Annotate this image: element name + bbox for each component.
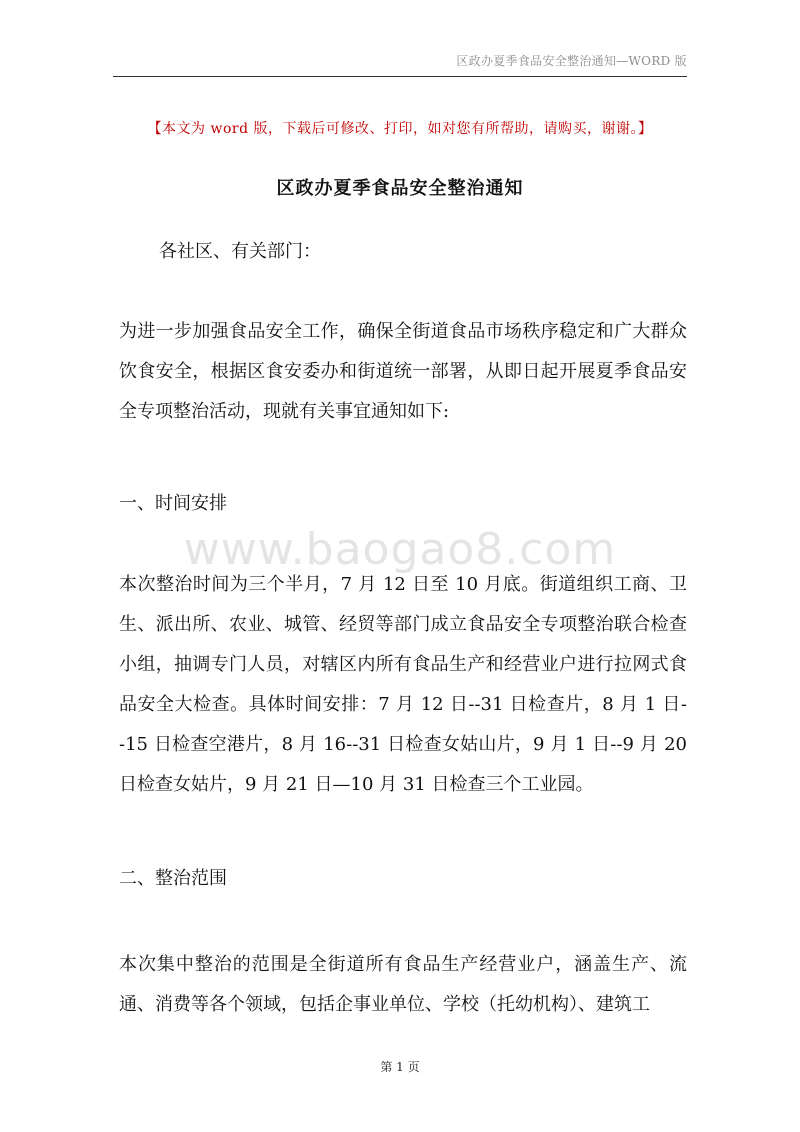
page-number: 第 1 页 bbox=[380, 1060, 420, 1074]
download-notice: 【本文为 word 版，下载后可修改、打印，如对您有所帮助，请购买，谢谢。】 bbox=[147, 121, 653, 137]
section-heading-schedule: 一、时间安排 bbox=[119, 493, 227, 514]
paragraph-schedule: 本次整治时间为三个半月，7 月 12 日至 10 月底。街道组织工商、卫生、派出所、农业、城管、经贸等部门成立食品安全专项整治联合检查小组，抽调专门人员，对辖区内所有食品生产和经营业户进行拉网式食品安全大检查。具体时间安排：7 月 12 日--31 日检查片，8 月 1 日--15 日检查空港片，8 月 16--31 日检查女姑山片，9 月 1 日--9 月 20 日检查女姑片，9 月 21 日—10 月 31 日检查三个工业园。 bbox=[119, 574, 687, 795]
running-header-title: 区政办夏季食品安全整治通知—WORD 版 bbox=[456, 54, 687, 68]
paragraph-intro: 为进一步加强食品安全工作，确保全街道食品市场秩序稳定和广大群众饮食安全，根据区食安委办和街道统一部署，从即日起开展夏季食品安全专项整治活动，现就有关事宜通知如下: bbox=[119, 321, 687, 422]
running-header bbox=[113, 52, 687, 77]
paragraph-scope: 本次集中整治的范围是全街道所有食品生产经营业户，涵盖生产、流通、消费等各个领域，包括企事业单位、学校（托幼机构）、建筑工 bbox=[119, 954, 687, 1015]
section-heading-scope: 二、整治范围 bbox=[119, 868, 227, 889]
watermark: www.baogao8.com bbox=[183, 524, 617, 575]
document-title: 区政办夏季食品安全整治通知 bbox=[276, 178, 524, 199]
salutation: 各社区、有关部门： bbox=[159, 241, 321, 262]
